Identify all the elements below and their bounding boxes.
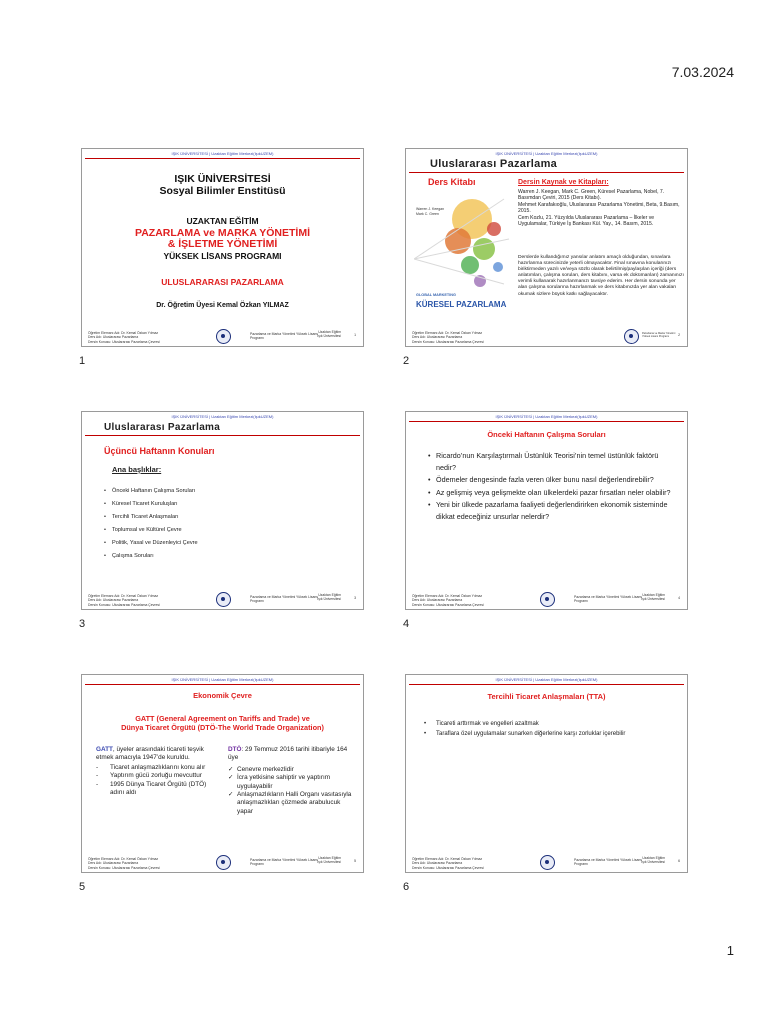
footer-right: Uzaktan Eğitim Işık Üniversitesi: [641, 593, 665, 602]
headline-gatt: GATT (General Agreement on Tariffs and Trade) ve: [135, 714, 310, 723]
topics-list: [104, 485, 198, 563]
footer-center: Pazarlama ve Marka Yönetimi Yüksek Lisans Programı: [250, 595, 318, 603]
dto-label: DTÖ: [228, 746, 242, 753]
footer-left: Öğretim Elemanı Adı: Dr. Kemal Özkan Yılmaz Ders Adı: Uluslararası Pazarlama Dersin Konusu: Uluslararası Pazarlama Çevresi: [412, 331, 484, 344]
list-item: • Ricardo’nun Karşılaştırmalı Üstünlük Teorisi’nin temel üstünlük faktörü nedir?: [428, 450, 678, 473]
footer-center: Pazarlama ve Marka Yönetimi Yüksek Lisans Programı: [642, 332, 676, 338]
slide-divider: [409, 172, 684, 173]
dto-list: [228, 766, 354, 816]
study-note: Derslerde kullandığımız yansılar anlatım amaçlı olduğundan, sınavlara hazırlanma sürecinizde yeterli olmayacaktır. Final sınavına konularınızı biriktirmeden yazılı ve/veya sözlü olarak belirtilmiş/paylaşılan içeriği (ders anlatımları, çalışma soruları, ders kitabını, varsa ek dokümanları) zamanınızı verimli kullanarak hazırlanmanızı tavsiye ederim. Her dersin sonunda yer alan çalışma sorularına hazırlanmak ve ders kitabınızda yer alan vakaları okumak sizlere büyük katkı sağlayacaktır.: [518, 255, 684, 297]
university-seal: [624, 329, 639, 344]
list-item: • Yeni bir ülkede pazarlama faaliyeti değerlendirirken ekonomik sisteminde dikkat edeceğiniz unsurlar nelerdir?: [428, 499, 678, 522]
book-label: Ders Kitabı: [428, 177, 476, 187]
book-title: KÜRESEL PAZARLAMA: [416, 300, 507, 309]
slide-3: [81, 411, 364, 610]
slide-topbar: IŞIK ÜNİVERSİTESİ | Uzaktan Eğitim Merkezi(IşıkUZEM): [495, 414, 598, 419]
slide-5: [81, 674, 364, 873]
page-number: 1: [726, 943, 734, 958]
list-item: ✓ İcra yetkisine sahiptir ve yaptırım uygulayabilir: [228, 774, 354, 791]
slide-topbar: IŞIK ÜNİVERSİTESİ | Uzaktan Eğitim Merkezi(IşıkUZEM): [495, 151, 598, 156]
university-seal: [216, 329, 231, 344]
resource-2: Mehmet Karafakıoğlu, Uluslararası Pazarlama Yönetimi, Beta, 9.Basım, 2015.: [518, 201, 680, 215]
book-authors: Warren J. Keegan Mark C. Green: [416, 207, 445, 216]
list-item: • Ticareti arttırmak ve engelleri azaltmak: [424, 720, 664, 728]
footer-center: Pazarlama ve Marka Yönetimi Yüksek Lisans Programı: [574, 595, 642, 603]
slide-topbar: IŞIK ÜNİVERSİTESİ | Uzaktan Eğitim Merkezi(IşıkUZEM): [495, 677, 598, 682]
list-item: • Tercihli Ticaret Anlaşmaları: [104, 511, 198, 524]
resource-1: Warren J. Keegan, Mark C. Green, Küresel Pazarlama, Nobel, 7. Basımdan Çeviri, 2015 (Ders Kitabı).: [518, 189, 665, 202]
program-line-1: PAZARLAMA ve MARKA YÖNETİMİ: [134, 226, 310, 239]
slide-4: [405, 411, 688, 610]
slide-2: [405, 148, 688, 347]
footer-page: 1: [354, 333, 356, 337]
list-item: • Az gelişmiş veya gelişmekte olan ülkelerdeki pazar fırsatları neler olabilir?: [428, 487, 678, 499]
university-seal: [216, 592, 231, 607]
slide-footer: [406, 591, 687, 609]
slide-6: [405, 674, 688, 873]
questions-list: [428, 450, 678, 522]
footer-left: Öğretim Elemanı Adı: Dr. Kemal Özkan Yılmaz Ders Adı: Uluslararası Pazarlama Dersin Konusu: Uluslararası Pazarlama Çevresi: [88, 594, 160, 607]
footer-page: 4: [678, 596, 680, 600]
slide-number: 3: [79, 618, 86, 630]
list-item: • Küresel Ticaret Kuruluşları: [104, 498, 198, 511]
slide-footer: [406, 854, 687, 872]
slide-title: Uluslararası Pazarlama: [430, 158, 558, 170]
footer-left: Öğretim Elemanı Adı: Dr. Kemal Özkan Yılmaz Ders Adı: Uluslararası Pazarlama Dersin Konusu: Uluslararası Pazarlama Çevresi: [412, 857, 484, 870]
footer-center: Pazarlama ve Marka Yönetimi Yüksek Lisans Programı: [250, 332, 318, 340]
book-cover-image: [414, 189, 514, 329]
footer-center: Pazarlama ve Marka Yönetimi Yüksek Lisans Programı: [250, 858, 318, 866]
slide-title: Ekonomik Çevre: [193, 691, 252, 700]
list-item: • Politik, Yasal ve Düzenleyici Çevre: [104, 537, 198, 550]
slide-number: 4: [403, 618, 410, 630]
university-seal: [216, 855, 231, 870]
gatt-description: GATT, üyeler arasındaki ticareti teşvik etmek amacıyla 1947’de kuruldu.: [96, 746, 204, 762]
list-item: • Ödemeler dengesinde fazla veren ülker bunu nasıl değerlendirebilir?: [428, 474, 678, 486]
slide-1: [81, 148, 364, 347]
slide-divider: [85, 435, 360, 436]
footer-page: 3: [354, 596, 356, 600]
slide-divider: [409, 421, 684, 422]
list-item: • Taraflara özel uygulamalar sunarken diğerlerine karşı zorluklar içerebilir: [424, 730, 664, 738]
footer-left: Öğretim Elemanı Adı: Dr. Kemal Özkan Yılmaz Ders Adı: Uluslararası Pazarlama Dersin Konusu: Uluslararası Pazarlama Çevresi: [88, 331, 160, 344]
slide-number: 5: [79, 881, 86, 893]
list-item: • Önceki Haftanın Çalışma Soruları: [104, 485, 198, 498]
program-line-2: & İŞLETME YÖNETİMİ: [167, 238, 278, 250]
institute-name: Sosyal Bilimler Enstitüsü: [159, 185, 286, 197]
slide-title: Uluslararası Pazarlama: [104, 422, 221, 433]
footer-right: Uzaktan Eğitim Işık Üniversitesi: [317, 856, 341, 865]
slide-footer: [82, 328, 363, 346]
slide-footer: [82, 591, 363, 609]
list-item: ✓ Anlaşmazlıkların Halli Organı vasıtasıyla anlaşmazlıkları çözmede arabulucuk yapar: [228, 791, 354, 816]
footer-right: Uzaktan Eğitim Işık Üniversitesi: [317, 330, 341, 339]
slide-divider: [85, 158, 360, 159]
instructor-name: Dr. Öğretim Üyesi Kemal Özkan YILMAZ: [156, 302, 289, 309]
resources-title: Dersin Kaynak ve Kitapları:: [518, 179, 609, 186]
footer-page: 5: [354, 859, 356, 863]
gatt-list: [96, 764, 214, 798]
footer-left: Öğretim Elemanı Adı: Dr. Kemal Özkan Yılmaz Ders Adı: Uluslararası Pazarlama Dersin Konusu: Uluslararası Pazarlama Çevresi: [88, 857, 160, 870]
list-item: - Ticaret anlaşmazlıklarını konu alır: [96, 764, 214, 772]
list-item: - Yaptırım gücü zorluğu mevcuttur: [96, 772, 214, 780]
university-seal: [540, 592, 555, 607]
slide-footer: [82, 854, 363, 872]
footer-page: 2: [678, 333, 680, 337]
footer-left: Öğretim Elemanı Adı: Dr. Kemal Özkan Yılmaz Ders Adı: Uluslararası Pazarlama Dersin Konusu: Uluslararası Pazarlama Çevresi: [412, 594, 484, 607]
topics-heading: Ana başlıklar:: [112, 465, 162, 474]
footer-page: 6: [678, 859, 680, 863]
footer-right: Uzaktan Eğitim Işık Üniversitesi: [317, 593, 341, 602]
slide-number: 2: [403, 355, 410, 367]
list-item: • Çalışma Soruları: [104, 550, 198, 563]
resource-3: Cem Kozlu, 21. Yüzyılda Uluslararası Pazarlama – İlkeler ve Uygulamalar, Türkiye İş Bankası Kül. Yay., 14. Basım, 2015.: [518, 214, 655, 228]
slide-topbar: IŞIK ÜNİVERSİTESİ | Uzaktan Eğitim Merkezi(IşıkUZEM): [171, 677, 274, 682]
gatt-label: GATT: [96, 746, 113, 753]
university-seal: [540, 855, 555, 870]
slide-footer: [406, 328, 687, 346]
dto-description: DTÖ: 29 Temmuz 2016 tarihi itibariyle 164 üye: [228, 746, 348, 762]
tta-list: [424, 720, 664, 738]
university-name: IŞIK ÜNİVERSİTESİ: [174, 173, 271, 185]
book-subtitle: GLOBAL MARKETING: [416, 293, 457, 297]
slide-divider: [409, 684, 684, 685]
slide-topbar: IŞIK ÜNİVERSİTESİ | Uzaktan Eğitim Merkezi(IşıkUZEM): [171, 151, 274, 156]
headline-dto: Dünya Ticaret Örgütü (DTÖ-The World Trade Organization): [121, 723, 324, 732]
slide-number: 1: [79, 355, 86, 367]
slide-title: Tercihli Ticaret Anlaşmaları (TTA): [487, 692, 606, 701]
course-name: ULUSLARARASI PAZARLAMA: [161, 277, 284, 287]
list-item: - 1995 Dünya Ticaret Örgütü (DTÖ) adını aldı: [96, 781, 214, 798]
slide-divider: [85, 684, 360, 685]
print-date: 7.03.2024: [671, 64, 734, 80]
footer-center: Pazarlama ve Marka Yönetimi Yüksek Lisans Programı: [574, 858, 642, 866]
footer-right: Uzaktan Eğitim Işık Üniversitesi: [641, 856, 665, 865]
study-mode: UZAKTAN EĞİTİM: [186, 216, 259, 226]
list-item: ✓ Cenevre merkezlidir: [228, 766, 354, 774]
slide-number: 6: [403, 881, 410, 893]
list-item: • Toplumsal ve Kültürel Çevre: [104, 524, 198, 537]
degree: YÜKSEK LİSANS PROGRAMI: [163, 250, 282, 261]
slide-subtitle: Üçüncü Haftanın Konuları: [104, 446, 215, 456]
slide-topbar: IŞIK ÜNİVERSİTESİ | Uzaktan Eğitim Merkezi(IşıkUZEM): [171, 414, 274, 419]
slide-title: Önceki Haftanın Çalışma Soruları: [487, 430, 606, 439]
